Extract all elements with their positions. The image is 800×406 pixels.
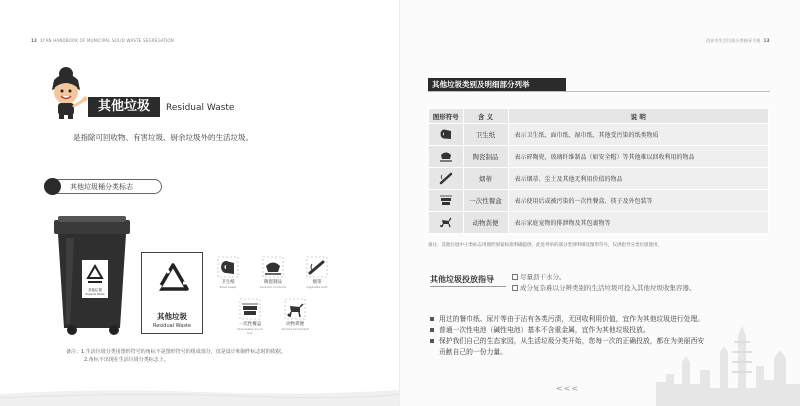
tissue-icon bbox=[439, 127, 453, 141]
tableware-icon bbox=[439, 193, 453, 207]
guide-item: 成分复杂难以分辨类别的生活垃圾可投入其他垃圾收集容器。 bbox=[512, 283, 696, 294]
ground-decoration-icon bbox=[0, 380, 400, 406]
category-description: 是指除可回收物、有害垃圾、厨余垃圾外的生活垃圾。 bbox=[73, 133, 253, 142]
table-title-rule bbox=[428, 91, 770, 92]
icon-cell-tableware bbox=[235, 298, 265, 335]
back-arrows-icon: <<< bbox=[556, 384, 580, 393]
row-meaning: 陶瓷制品 bbox=[463, 146, 508, 168]
icon-cell-tissue bbox=[213, 256, 243, 289]
row-desc: 表示使用后或被污染的一次性餐盒、筷子及外包装等 bbox=[508, 190, 769, 212]
bullet-icon bbox=[430, 328, 434, 332]
bin-label-en: Residual Waste bbox=[85, 293, 105, 296]
table-row bbox=[429, 124, 769, 146]
residual-waste-label-card bbox=[141, 252, 203, 334]
left-notes bbox=[66, 348, 286, 364]
left-page-number: 12 bbox=[31, 38, 37, 43]
table-row bbox=[429, 168, 769, 190]
row-meaning: 烟蒂 bbox=[463, 168, 508, 190]
row-desc: 表示卫生纸、面巾纸、湿巾纸、其他受污染的纸类物质 bbox=[508, 124, 769, 146]
page-title-en: Residual Waste bbox=[166, 103, 235, 113]
bullet-icon bbox=[430, 317, 434, 321]
right-header bbox=[706, 38, 773, 44]
label-card-cn: 其他垃圾 bbox=[157, 312, 187, 321]
left-header bbox=[28, 38, 174, 43]
section-pill-dot bbox=[44, 178, 61, 195]
icon-label-pet-waste-en: Animal excrement bbox=[281, 327, 309, 331]
table-row bbox=[429, 146, 769, 168]
checkbox-icon bbox=[512, 285, 518, 291]
guide-item: 尽量沥干水分。 bbox=[512, 272, 696, 283]
table-header-desc: 说 明 bbox=[508, 109, 769, 124]
category-table bbox=[428, 108, 769, 234]
table-title: 其他垃圾类别及明细部分列举 bbox=[428, 78, 566, 91]
tableware-icon bbox=[239, 298, 261, 320]
row-desc: 表示家庭宠物的排泄物及其包裹物等 bbox=[508, 212, 769, 234]
icon-label-tissue: 卫生纸 bbox=[221, 280, 235, 285]
icon-cell-pet-waste bbox=[280, 298, 310, 331]
tip-item: 普通一次性电池（碱性电池）基本不含重金属，宜作为其他垃圾投放。 bbox=[430, 325, 790, 336]
ceramic-icon bbox=[439, 149, 453, 163]
row-desc: 表示烟蒂、尘土及其他无利用价值的物品 bbox=[508, 168, 769, 190]
right-header-text: 西安市生活垃圾分类指导手册 bbox=[706, 38, 761, 43]
tissue-icon bbox=[217, 256, 239, 278]
table-row bbox=[429, 190, 769, 212]
ceramic-icon bbox=[262, 256, 284, 278]
right-page-number: 13 bbox=[763, 38, 770, 43]
icon-label-cigarette-en: Cigarette butt bbox=[306, 285, 328, 289]
bin-label-cn: 其他垃圾 bbox=[88, 288, 102, 292]
tip-item: 保护我们自己的生态家园，从生活垃圾分类开始，您每一次的正确投放，都在为美丽西安 bbox=[430, 336, 790, 347]
icon-label-ceramic: 陶瓷制品 bbox=[264, 280, 282, 285]
table-header-symbol: 图形符号 bbox=[429, 109, 464, 124]
section-label: 其他垃圾桶分类标志 bbox=[70, 183, 133, 191]
row-meaning: 一次性餐盒 bbox=[463, 190, 508, 212]
icon-label-cigarette: 烟蒂 bbox=[312, 280, 322, 285]
icon-cell-ceramic bbox=[258, 256, 288, 289]
pet-waste-icon bbox=[284, 298, 306, 320]
table-note: 备注：其他垃圾中小类标志用图形国家标准明确提供，此处列举的部分类别明细及图形符号，仅供指导分类垃圾使用。 bbox=[428, 243, 662, 248]
row-meaning: 动物粪便 bbox=[463, 212, 508, 234]
note-line-1: 备注：1.生活垃圾分类用图形符号的角标不是图形符号的组成部分，仅是设计和制作标志时的依据。 bbox=[66, 349, 286, 355]
icon-label-tissue-en: Toilet paper bbox=[219, 285, 237, 289]
note-line-2: 2.角标不出现在生活垃圾分类标志上。 bbox=[84, 357, 169, 363]
page-title: 其他垃圾 bbox=[88, 97, 160, 117]
city-skyline-icon bbox=[656, 322, 800, 406]
guide-items bbox=[512, 272, 696, 294]
table-row bbox=[429, 212, 769, 234]
bullet-icon bbox=[430, 339, 434, 343]
row-desc: 表示碎陶瓷、玻璃纤维制品（如安全帽）等其他难以回收利用的物品 bbox=[508, 146, 769, 168]
cigarette-icon bbox=[439, 171, 453, 185]
table-header-meaning: 含 义 bbox=[463, 109, 508, 124]
residual-waste-bin-icon bbox=[52, 216, 132, 336]
tip-item-continued: 贡献自己的一份力量。 bbox=[439, 348, 507, 356]
recycle-triangle-icon bbox=[155, 261, 191, 297]
icon-label-tableware-en: Disposable lunch box bbox=[237, 327, 263, 335]
guide-title-rule bbox=[430, 286, 506, 287]
left-header-text: XI'AN HANDBOOK OF MUNICIPAL SOLID WASTE SEGREGATION bbox=[39, 38, 174, 43]
icon-cell-cigarette bbox=[302, 256, 332, 289]
table-header-row bbox=[429, 109, 769, 124]
pet-waste-icon bbox=[439, 215, 453, 229]
icon-label-ceramic-en: Ceramic products bbox=[259, 285, 287, 289]
label-card-en: Residual Waste bbox=[152, 323, 192, 329]
icon-label-pet-waste: 动物粪便 bbox=[286, 322, 304, 327]
icon-label-tableware: 一次性餐盒 bbox=[238, 322, 262, 327]
guide-title: 其他垃圾投放指导 bbox=[430, 275, 494, 284]
cigarette-icon bbox=[306, 256, 328, 278]
tip-item: 用过的餐巾纸、尿片等由于沾有各类污渍，无回收利用价值，宜作为其他垃圾进行处理。 bbox=[430, 314, 790, 325]
row-meaning: 卫生纸 bbox=[463, 124, 508, 146]
checkbox-icon bbox=[512, 274, 518, 280]
mascot-icon bbox=[46, 64, 92, 120]
